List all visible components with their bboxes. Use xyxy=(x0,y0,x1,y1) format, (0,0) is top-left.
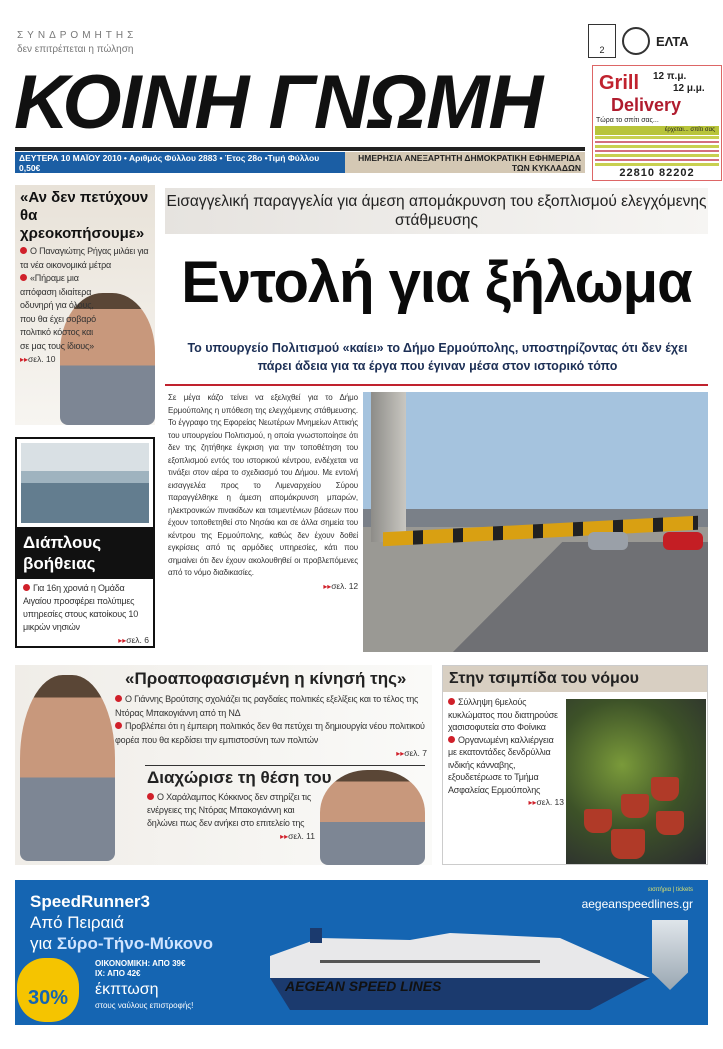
page-ref[interactable] xyxy=(115,747,427,760)
bullet-icon xyxy=(147,793,154,800)
bullet-icon xyxy=(115,722,122,729)
ad-route: Από Πειραιά xyxy=(30,913,124,932)
hours-open: 12 π.μ. xyxy=(653,71,687,82)
ad-line: έρχεται... σπίτι σας xyxy=(595,126,719,135)
bullet-icon xyxy=(448,736,455,743)
story-title: «Αν δεν πετύχουν θα χρεοκοπήσουμε» xyxy=(20,189,149,242)
delivery-label: Delivery xyxy=(611,95,682,115)
ad-price: ΟΙΚΟΝΟΜΙΚΗ: ΑΠΟ 39€ xyxy=(95,959,186,968)
double-arrow-icon: ▸▸ xyxy=(528,798,537,807)
double-arrow-icon: ▸▸ xyxy=(323,581,332,591)
story-rigas[interactable] xyxy=(15,185,155,425)
boat-photo xyxy=(21,443,149,523)
article-text: Σε μέγα κάζο τείνει να εξελιχθεί για το Δήμο Ερμούπολης η υπόθεση της ελεγχόμενης στάθμευσης. Το έγγραφο της Εφορείας Νεωτέρων Μνημείων Αττικής του υπουργείου Πολιτισμού, η οποία γνωστοποίησε ότι δεν της ζητήθηκε έγκριση για την τοποθέτηση του εξοπλισμού εντός του ιστορικού κέντρου, ενδέχεται να τινάξει στον αέρα το σχεδιασμό του Δήμου. Με εντολή εισαγγελέα προς το Λιμεναρχείου Σύρου παραγγέλθηκε η άμεση απομάκρυνση μπαρών, ηλεκτρονικών πινακίδων και τσιμεντένιων βάσεων που έχουν τοποθετηθεί στο Νησάκι και σε άλλα σημεία του κέντρου της Ερμούπολης, καθώς δεν έχουν δοθεί εγκρίσεις από τις αρμόδιες υπηρεσίες, κάτι που σημαίνει ότι δεν έχουν ακολουθηθεί οι προβλεπόμενες από το νόμο διαδικασίες. xyxy=(168,393,358,577)
subscriber-label: ΣΥΝΔΡΟΜΗΤΗΣ xyxy=(17,30,138,41)
bullet-text: Ο Χαράλαμπος Κόκκινος δεν στηρίζει τις ενέργειες της Ντόρας Μπακογιάννη και δηλώνει πως δεν ανήκει στο επιτελείο της xyxy=(147,792,311,828)
page-ref[interactable] xyxy=(20,353,150,366)
divider xyxy=(145,765,425,766)
page-ref[interactable] xyxy=(168,580,358,593)
main-subhead: Το υπουργείο Πολιτισμού «καίει» το Δήμο Ερμούπολης, υποστηρίζοντας ότι δεν έχει πάρει άδεια για τα έργα που έγιναν μέσα στον ιστορικό τόπο xyxy=(187,341,688,373)
bullet-text: Οργανωμένη καλλιέργεια με εκατοντάδες δενδρύλλια ινδικής κάνναβης, εξουδετέρωσε το Τμήμα Ασφαλείας Ερμούπολης xyxy=(448,734,554,795)
ad-route-destinations: Σύρο-Τήνο-Μύκονο xyxy=(56,934,213,953)
bullet-icon xyxy=(20,247,27,254)
page-ref-text: σελ. 12 xyxy=(331,580,358,591)
main-body xyxy=(168,392,358,593)
story-title: Διάπλους βοήθειας xyxy=(17,527,153,579)
tagline: ΗΜΕΡΗΣΙΑ ΑΝΕΞΑΡΤΗΤΗ ΔΗΜΟΚΡΑΤΙΚΗ ΕΦΗΜΕΡΙΔΑ ΤΩΝ ΚΥΚΛΑΔΩΝ xyxy=(345,152,585,173)
bullet-text: Ο Παναγιώτης Ρήγας μιλάει για τα νέα οικονομικά μέτρα xyxy=(20,246,149,270)
bullet-icon xyxy=(23,584,30,591)
page-ref-text: σελ. 11 xyxy=(288,831,315,841)
building xyxy=(371,392,406,542)
story-diaplous[interactable] xyxy=(15,437,155,648)
ad-company-name: AEGEAN SPEED LINES xyxy=(285,978,442,994)
parking-photo xyxy=(363,392,708,652)
phone-number: 22810 82202 xyxy=(619,167,695,179)
divider xyxy=(165,384,708,386)
double-arrow-icon: ▸▸ xyxy=(396,749,405,758)
story-title: Διαχώρισε τη θέση του xyxy=(147,768,332,787)
elta-logo: ΕΛΤΑ xyxy=(656,33,689,49)
page-ref-text: σελ. 6 xyxy=(126,635,149,645)
dateline: ΔΕΥΤΕΡΑ 10 ΜΑΪΟΥ 2010 • Αριθμός Φύλλου 2883 • Έτος 28ο •Τιμή Φύλλου 0,50€ xyxy=(15,152,345,173)
parking-barrier xyxy=(383,516,698,547)
bullet-text: Σύλληψη 6μελούς κυκλώματος που διατηρούσε χασισοφυτεία στο Φοίνικα xyxy=(448,697,558,732)
ad-website-link[interactable]: aegeanspeedlines.gr xyxy=(581,897,693,911)
double-arrow-icon: ▸▸ xyxy=(20,355,29,364)
ad-discount-note: στους ναύλους επιστροφής! xyxy=(95,1001,194,1010)
car xyxy=(663,532,703,550)
ad-line: Τώρα το σπίτι σας... xyxy=(596,117,659,124)
story-drugs[interactable] xyxy=(442,665,708,865)
bullet-icon xyxy=(448,698,455,705)
bullet-text: Προβλέπει ότι η έμπειρη πολιτικός δεν θα πετύχει τη δημιουργία νέου πολιτικού φορέα που θα κερδίσει την εμπιστοσύνη των πολιτών xyxy=(115,721,425,745)
portrait-photo xyxy=(20,675,115,861)
double-arrow-icon: ▸▸ xyxy=(118,636,127,645)
page-ref-text: σελ. 10 xyxy=(28,354,56,364)
ad-route-prefix: για xyxy=(30,934,57,953)
story-vroutsis[interactable] xyxy=(15,665,432,865)
road xyxy=(443,542,708,652)
hours-close: 12 μ.μ. xyxy=(673,83,705,94)
story-title: Στην τσιμπίδα του νόμου xyxy=(443,666,707,692)
seal-icon xyxy=(622,27,650,55)
bullet-icon xyxy=(115,695,122,702)
postage-stamp-icon xyxy=(588,24,616,58)
ad-tickets-label: εισιτήρια | tickets xyxy=(648,887,693,893)
ferry-illustration xyxy=(260,928,660,1013)
not-for-sale-label: δεν επιτρέπεται η πώληση xyxy=(17,44,134,55)
car xyxy=(588,532,628,550)
page-ref-text: σελ. 7 xyxy=(404,748,427,758)
main-kicker: Εισαγγελική παραγγελία για άμεση απομάκρυνση του εξοπλισμού ελεγχόμενης στάθμευσης xyxy=(165,188,708,234)
page-ref[interactable] xyxy=(448,796,564,809)
page-ref[interactable] xyxy=(147,830,315,843)
page-ref-text: σελ. 13 xyxy=(536,797,564,807)
stripes-decoration xyxy=(595,136,719,167)
ad-price: ΙΧ: ΑΠΟ 42€ xyxy=(95,969,141,978)
double-arrow-icon: ▸▸ xyxy=(280,832,289,841)
masthead-rule xyxy=(15,147,585,151)
postage-number: 2 xyxy=(599,45,605,55)
grill-logo: Grill xyxy=(599,72,640,94)
discount-badge: 30% xyxy=(17,958,79,1022)
bullet-text: «Πήραμε μια απόφαση ιδιαίτερα οδυνηρή για όλους, που θα έχει σοβαρό πολιτικό κόστος και σε μας τους ίδιους» xyxy=(20,273,96,351)
ad-discount-word: έκπτωση xyxy=(95,981,159,998)
aegean-speed-lines-ad[interactable] xyxy=(15,880,708,1025)
page-ref[interactable] xyxy=(23,634,149,647)
bullet-text: Για 16η χρονιά η Ομάδα Αιγαίου προσφέρει πολύτιμες υπηρεσίες στους κατοίκους 10 μικρών νησιών xyxy=(23,583,139,632)
main-headline[interactable]: Εντολή για ξήλωμα xyxy=(181,250,692,315)
postage-badges xyxy=(588,22,718,60)
story-title: «Προαποφασισμένη η κίνησή της» xyxy=(125,669,407,688)
bullet-icon xyxy=(20,274,27,281)
ad-ship-name: SpeedRunner3 xyxy=(30,892,150,911)
grill-delivery-ad[interactable] xyxy=(592,65,722,181)
bullet-text: Ο Γιάννης Βρούτσης σχολιάζει τις ραγδαίες πολιτικές εξελίξεις και το τέλος της Ντόρας Μπακογιάννη από τη ΝΔ xyxy=(115,694,419,718)
cannabis-plants-photo xyxy=(566,699,706,864)
masthead: ΚΟΙΝΗ ΓΝΩΜΗ xyxy=(14,60,543,145)
